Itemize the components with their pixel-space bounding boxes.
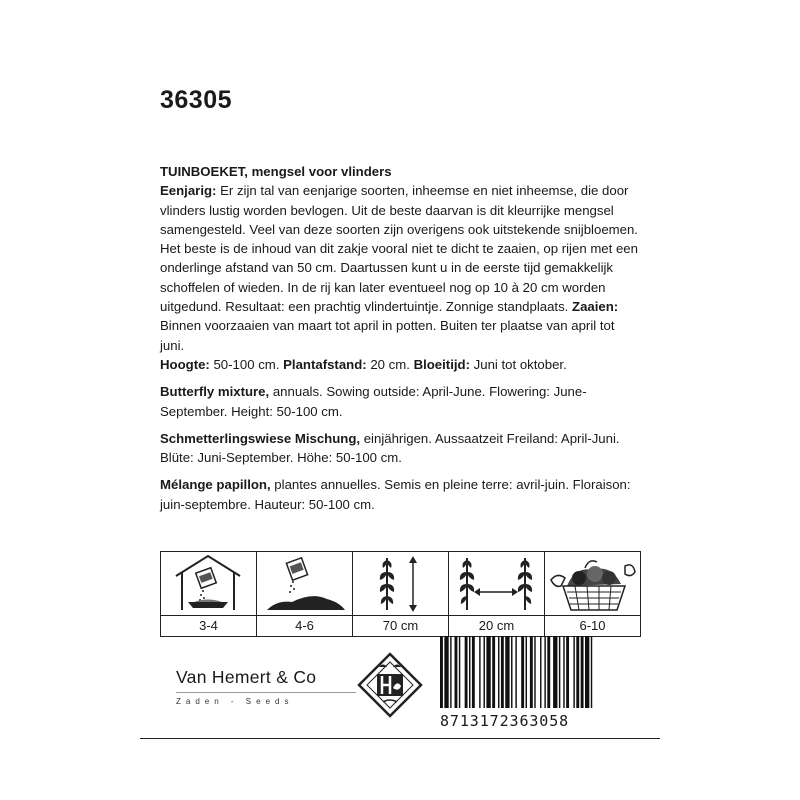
barcode-bar — [515, 636, 516, 708]
plant-spacing-value: 20 cm — [478, 618, 515, 633]
brand-block — [176, 667, 356, 706]
brand-logo-icon — [357, 652, 423, 718]
barcode-bar — [559, 636, 560, 708]
barcode-bar — [573, 636, 574, 708]
barcode-bar — [511, 636, 512, 708]
dutch-title: TUINBOEKET, mengsel voor vlinders — [160, 164, 392, 179]
barcode-bar — [469, 636, 470, 708]
barcode-bar — [526, 636, 527, 708]
barcode-bar — [547, 636, 550, 708]
barcode-bar — [553, 636, 557, 708]
barcode-bar — [484, 636, 485, 708]
barcode-bar — [581, 636, 584, 708]
indoor-sowing-icon — [161, 552, 256, 615]
barcode-bar — [465, 636, 468, 708]
dutch-height-text: 50-100 cm. — [209, 356, 284, 372]
barcode-bar — [566, 636, 569, 708]
barcode-bars — [440, 636, 640, 708]
indoor-sowing-value: 3-4 — [199, 618, 218, 633]
plant-height-value: 70 cm — [382, 618, 419, 633]
french-title: Mélange papillon, — [160, 477, 271, 493]
barcode-bar — [544, 636, 545, 708]
barcode-bar — [455, 636, 458, 708]
dutch-paragraph — [160, 162, 640, 374]
barcode-digits: 8713172363058 — [440, 712, 570, 730]
barcode-bar — [479, 636, 480, 708]
barcode-bar — [501, 636, 504, 708]
plant-spacing-icon — [449, 552, 544, 615]
barcode-bar — [498, 636, 499, 708]
product-code: 36305 — [160, 86, 233, 114]
barcode-bar — [576, 636, 579, 708]
barcode-bar — [486, 636, 490, 708]
barcode-bar — [591, 636, 592, 708]
outdoor-sowing-value: 4-6 — [295, 618, 314, 633]
english-title: Butterfly mixture, — [160, 384, 270, 400]
german-paragraph — [160, 429, 640, 468]
bottom-divider — [140, 738, 660, 739]
barcode-bar — [450, 636, 451, 708]
harvest-basket-icon — [545, 552, 640, 615]
german-text: einjährigen. Aussaatzeit Freiland: April-Juni. Blüte: Juni-September. Höhe: 50-100 cm. — [160, 430, 620, 466]
barcode-bar — [540, 636, 541, 708]
barcode-bar — [459, 636, 460, 708]
barcode-bar — [472, 636, 475, 708]
barcode-bar — [521, 636, 524, 708]
english-paragraph — [160, 382, 640, 421]
barcode-bar — [444, 636, 448, 708]
barcode — [440, 636, 640, 730]
cultivation-icon-strip — [160, 551, 640, 637]
dutch-intro-label: Eenjarig: — [160, 183, 217, 199]
description-block — [160, 162, 640, 522]
barcode-bar — [530, 636, 533, 708]
plant-spacing-cell — [448, 551, 545, 637]
plant-height-cell — [352, 551, 449, 637]
brand-rule — [176, 692, 356, 693]
german-title: Schmetterlingswiese Mischung, — [160, 430, 361, 446]
dutch-intro-text: Er zijn tal van eenjarige soorten, inheemse en niet inheemse, die door vlinders lustig worden bevlogen. Uit de beste daarvan is dit kleurrijke mengsel samengesteld. Veel van deze soorten zijn overigens ook uitstekende snijbloemen. Het beste is de inhoud van dit zakje vooral niet te dicht te zaaien, op rijen met een onderlinge afstand van 50 cm. Daartussen kunt u in de eerste tijd gemakkelijk schoffelen of wieden. In de rij kan later eventueel nog op 10 à 20 cm worden uitgedund. Resultaat: een prachtig vlindertuintje. Zonnige standplaats. — [160, 183, 638, 315]
brand-tagline: Zaden - Seeds — [176, 697, 294, 706]
french-paragraph — [160, 475, 640, 514]
dutch-height-label: Hoogte: — [160, 356, 210, 372]
harvest-basket-cell — [544, 551, 641, 637]
outdoor-sowing-cell — [256, 551, 353, 637]
dutch-sow-label: Zaaien: — [572, 299, 619, 315]
dutch-bloom-text: Juni tot oktober. — [469, 356, 567, 372]
indoor-sowing-cell — [160, 551, 257, 637]
outdoor-sowing-icon — [257, 552, 352, 615]
barcode-bar — [563, 636, 564, 708]
dutch-spacing-text: 20 cm. — [366, 356, 414, 372]
harvest-value: 6-10 — [579, 618, 606, 633]
barcode-bar — [534, 636, 535, 708]
dutch-spacing-label: Plantafstand: — [283, 356, 367, 372]
barcode-bar — [505, 636, 509, 708]
plant-height-icon — [353, 552, 448, 615]
barcode-bar — [492, 636, 495, 708]
brand-name: Van Hemert & Co — [176, 667, 317, 687]
barcode-bar — [585, 636, 589, 708]
barcode-bar — [440, 636, 443, 708]
english-text: annuals. Sowing outside: April-June. Flowering: June-September. Height: 50-100 cm. — [160, 384, 587, 419]
dutch-sow-text: Binnen voorzaaien van maart tot april in potten. Buiten ter plaatse van april tot juni. — [160, 318, 615, 353]
dutch-bloom-label: Bloeitijd: — [413, 356, 470, 372]
french-text: plantes annuelles. Semis en pleine terre: avril-juin. Floraison: juin-septembre. Hauteur: 50-100 cm. — [160, 477, 631, 512]
